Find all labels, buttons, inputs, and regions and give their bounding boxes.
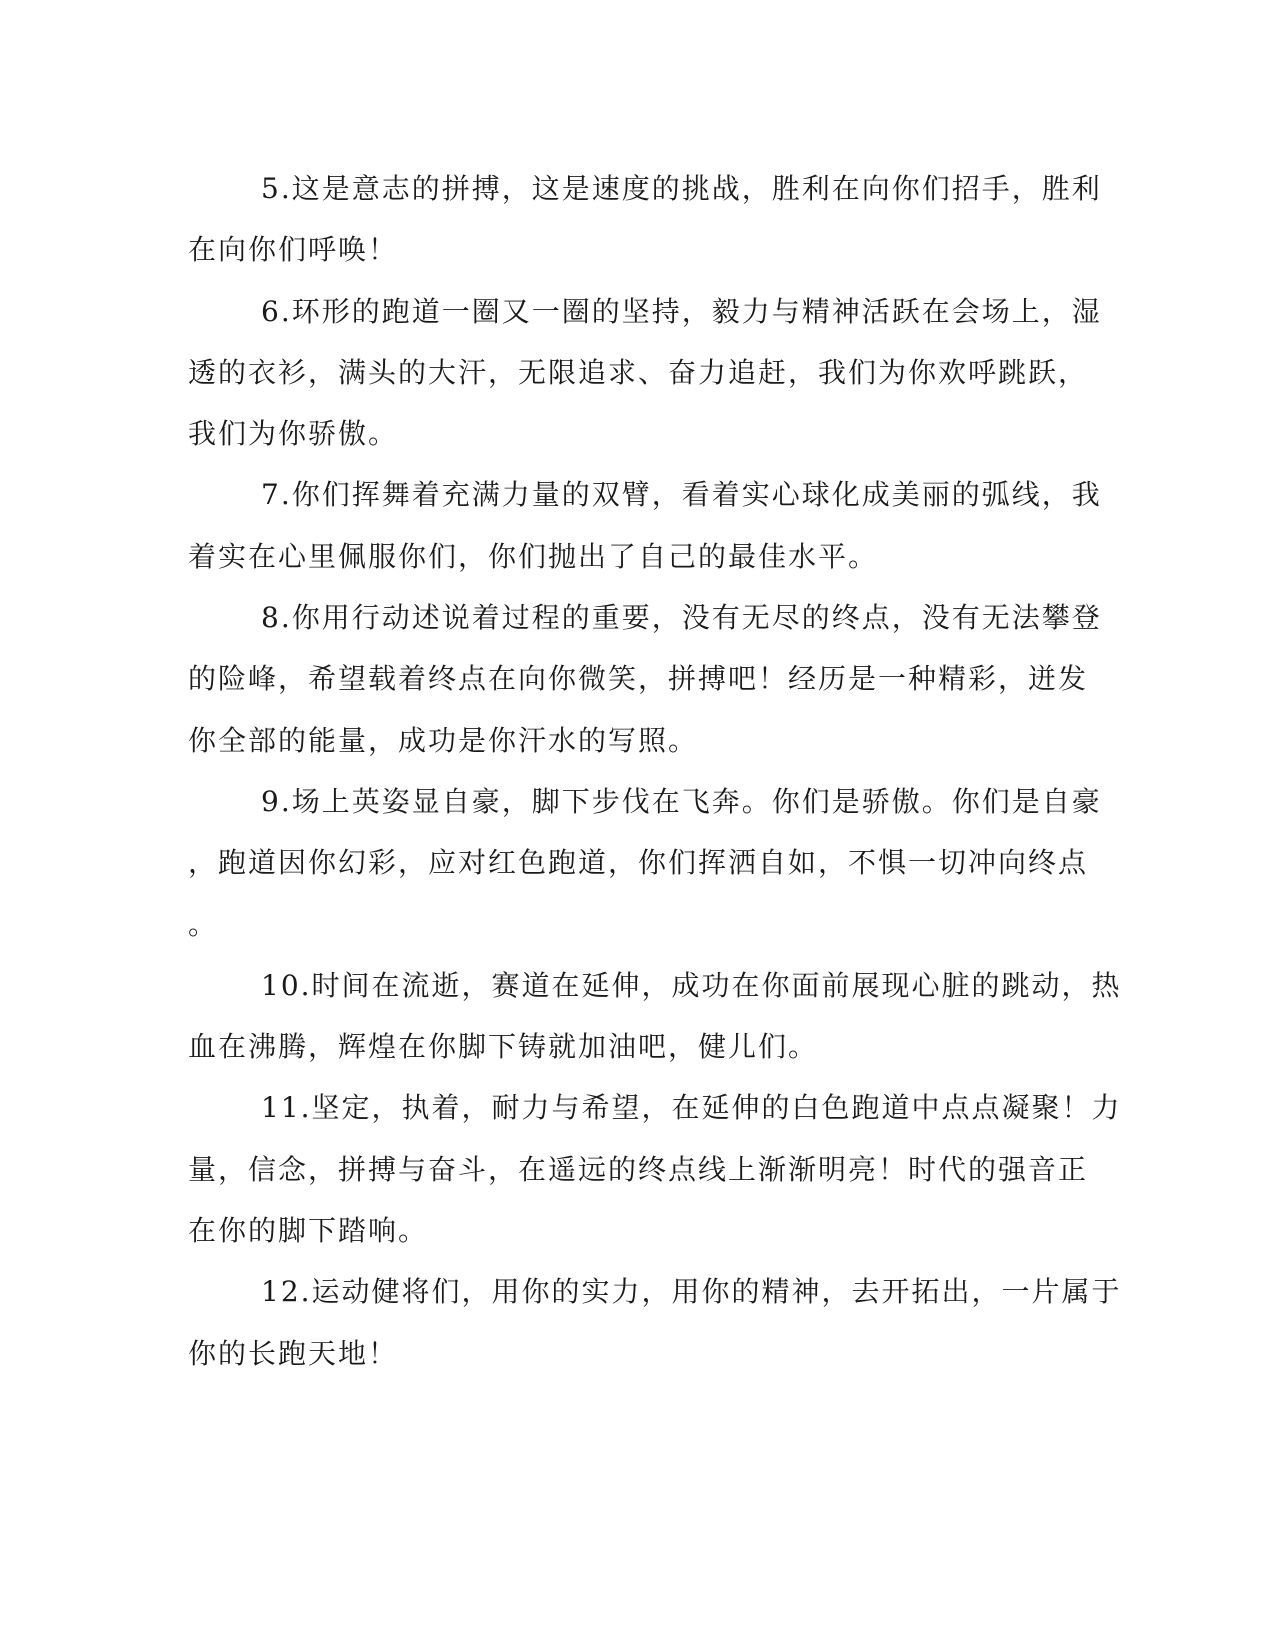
- paragraph-line: 9.场上英姿显自豪，脚下步伐在飞奔。你们是骄傲。你们是自豪: [261, 784, 1102, 818]
- paragraph-line: 6.环形的跑道一圈又一圈的坚持，毅力与精神活跃在会场上，湿: [261, 294, 1102, 328]
- paragraph-line: 量，信念，拼搏与奋斗，在遥远的终点线上渐渐明亮！时代的强音正: [188, 1152, 1089, 1186]
- paragraph-line: 在你的脚下踏响。: [188, 1214, 429, 1248]
- paragraph-line: 11.坚定，执着，耐力与希望，在延伸的白色跑道中点点凝聚！力: [261, 1091, 1122, 1125]
- paragraph-11: [188, 1077, 1122, 1261]
- paragraph-line: 12.运动健将们，用你的实力，用你的精神，去开拓出，一片属于: [261, 1275, 1122, 1309]
- paragraph-line: 的险峰，希望载着终点在向你微笑，拼搏吧！经历是一种精彩，迸发: [188, 662, 1089, 696]
- paragraph-line: 你的长跑天地！: [188, 1336, 399, 1370]
- paragraph-6: [188, 281, 1102, 465]
- paragraph-9: [188, 771, 1102, 955]
- paragraph-12: [188, 1261, 1122, 1384]
- document-body: [188, 158, 1122, 1384]
- paragraph-line: 5.这是意志的拼搏，这是速度的挑战，胜利在向你们招手，胜利: [261, 172, 1102, 205]
- paragraph-line: 8.你用行动述说着过程的重要，没有无尽的终点，没有无法攀登: [261, 601, 1102, 635]
- paragraph-line: 。: [188, 907, 219, 941]
- paragraph-line: 着实在心里佩服你们，你们抛出了自己的最佳水平。: [188, 539, 879, 573]
- paragraph-line: 在向你们呼唤！: [188, 233, 399, 267]
- paragraph-line: ，跑道因你幻彩，应对红色跑道，你们挥洒自如，不惧一切冲向终点: [188, 846, 1089, 880]
- paragraph-line: 血在沸腾，辉煌在你脚下铸就加油吧，健儿们。: [188, 1030, 819, 1064]
- paragraph-10: [188, 955, 1122, 1078]
- paragraph-5: [188, 158, 1102, 281]
- paragraph-line: 透的衣衫，满头的大汗，无限追求、奋力追赶，我们为你欢呼跳跃，: [188, 355, 1089, 389]
- paragraph-line: 我们为你骄傲。: [188, 417, 399, 451]
- paragraph-line: 你全部的能量，成功是你汗水的写照。: [188, 723, 699, 757]
- paragraph-line: 10.时间在流逝，赛道在延伸，成功在你面前展现心脏的跳动，热: [261, 968, 1122, 1002]
- paragraph-line: 7.你们挥舞着充满力量的双臂，看着实心球化成美丽的弧线，我: [261, 478, 1102, 512]
- paragraph-8: [188, 587, 1102, 771]
- paragraph-7: [188, 464, 1102, 587]
